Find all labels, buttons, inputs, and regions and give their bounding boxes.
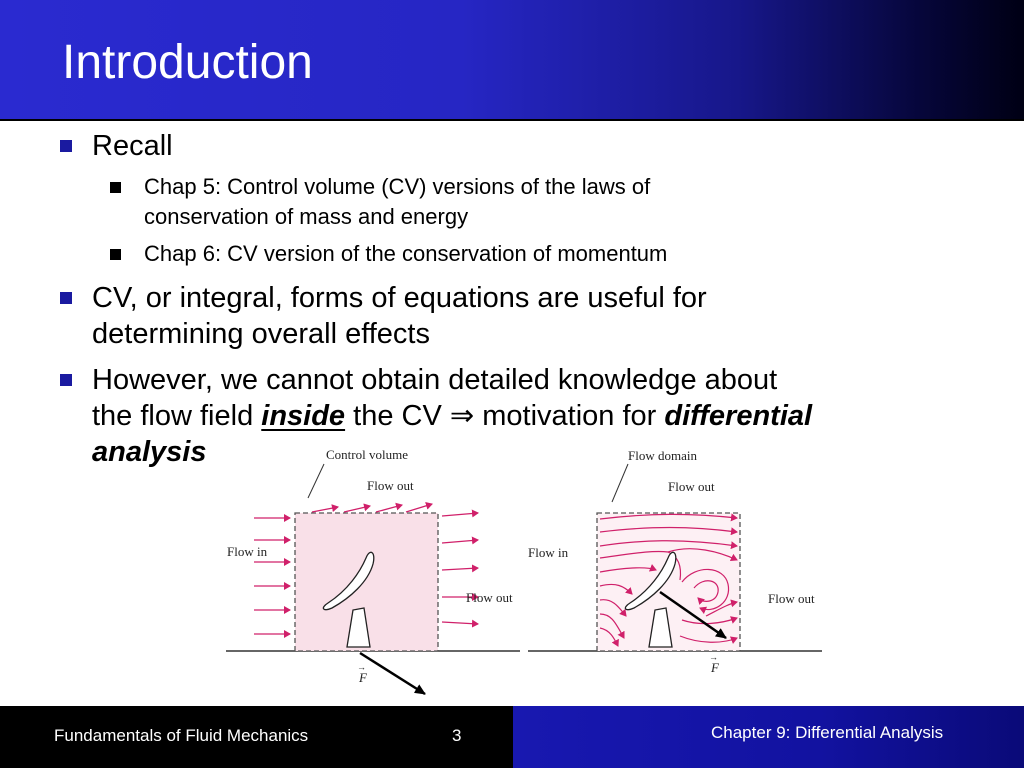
text-run: the flow field [92,400,262,432]
footer-bar [0,706,1024,768]
sub-bullet-line: Chap 5: Control volume (CV) versions of the laws of [144,174,651,199]
force-vector-label: F [359,670,367,685]
flow-out-right-label: Flow out [768,591,815,606]
flow-domain-diagram [528,448,822,675]
flow-out-top-label: Flow out [668,479,715,494]
bullet-square-icon [60,374,72,386]
footer-course-title: Fundamentals of Fluid Mechanics [54,726,309,745]
title-bar [0,0,1024,119]
emphasis-analysis: analysis [92,436,207,468]
flow-out-right-label: Flow out [466,590,513,605]
bullet-line: CV, or integral, forms of equations are useful for [92,282,707,314]
bullet-text: Recall [92,130,173,162]
sub-bullet-text: Chap 6: CV version of the conservation of momentum [144,241,668,266]
sub-bullet-square-icon [110,249,121,260]
flow-out-top-label: Flow out [367,478,414,493]
cv-vs-differential-figure [220,440,830,702]
slide-title: Introduction [62,36,313,89]
sub-bullet-chap5 [144,172,650,232]
flow-in-label: Flow in [227,544,268,559]
emphasis-differential: differential [664,400,813,432]
implies-arrow-icon: ⇒ [449,400,475,432]
vector-arrow-icon: → [709,652,718,662]
bullet-line: However, we cannot obtain detailed knowledge about [92,364,778,396]
emphasis-inside: inside [261,400,346,432]
bullet-integral-forms [92,280,707,352]
bullet-square-icon [60,140,72,152]
bullet-recall [92,128,173,164]
flow-domain-label: Flow domain [628,448,697,463]
sub-bullet-chap6 [144,239,667,269]
control-volume-label: Control volume [326,447,408,462]
force-vector-label: F [711,660,719,675]
flow-in-label: Flow in [528,545,569,560]
page-number: 3 [452,726,462,745]
bullet-line [92,398,812,434]
sub-bullet-square-icon [110,182,121,193]
text-run: the CV [345,400,450,432]
control-volume-diagram [226,447,520,694]
title-divider [0,119,1024,121]
footer-chapter-panel [513,706,1024,768]
bullet-square-icon [60,292,72,304]
text-run: motivation for [474,400,665,432]
footer-chapter-title: Chapter 9: Differential Analysis [711,723,944,742]
bullet-line: determining overall effects [92,318,430,350]
sub-bullet-line: conservation of mass and energy [144,204,469,229]
vector-arrow-icon: → [357,662,366,672]
